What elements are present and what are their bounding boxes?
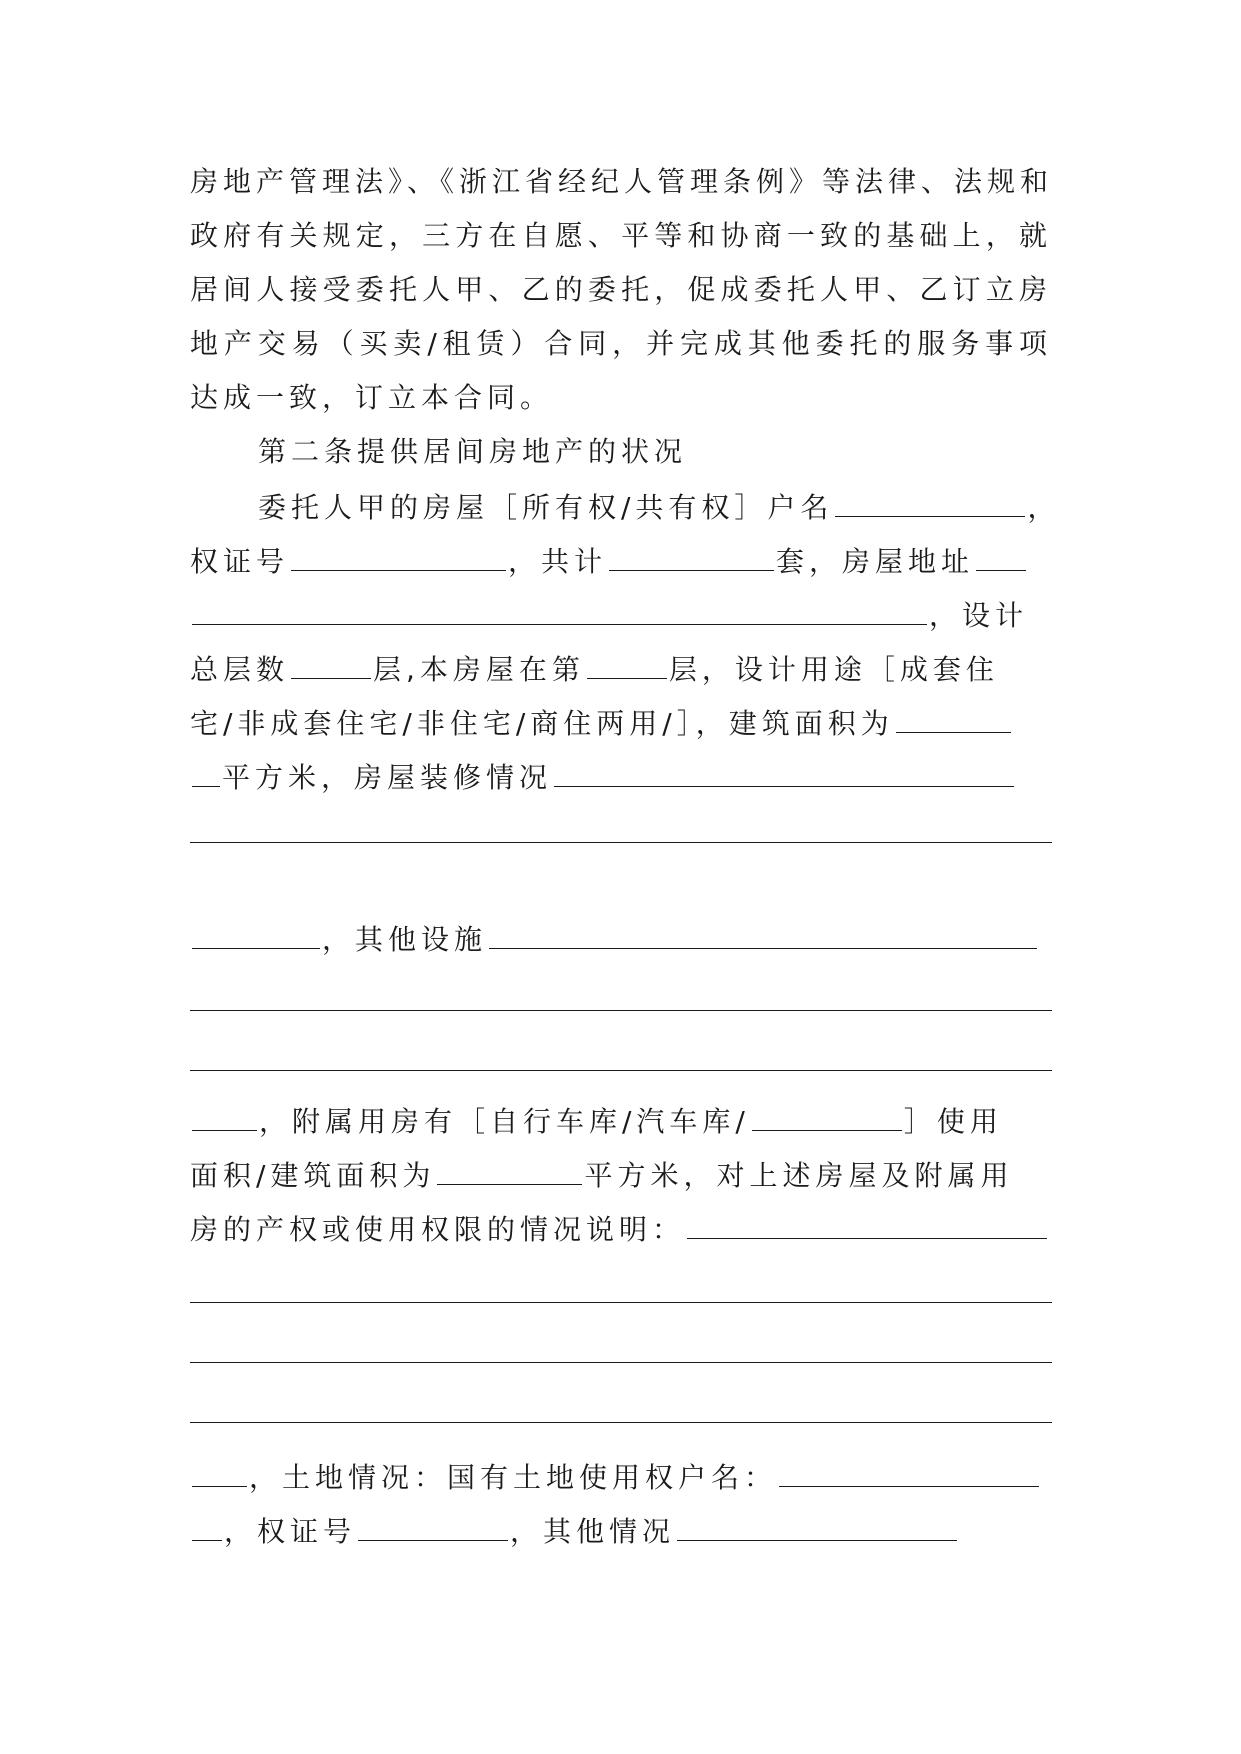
floor-number-label: 层,本房屋在第 [373, 653, 585, 686]
decoration-line [190, 756, 1052, 796]
blank-line[interactable] [190, 1362, 1052, 1363]
land-info-line [190, 1456, 1052, 1496]
land-certificate-blank[interactable] [358, 1510, 508, 1541]
facilities-blank[interactable] [489, 918, 1037, 949]
owner-name-label: 委托人甲的房屋［所有权/共有权］户名 [258, 491, 834, 524]
land-info-label: ，土地情况：国有土地使用权户名： [249, 1461, 778, 1494]
certificate-line [190, 540, 1052, 580]
rights-description-line [190, 1208, 1052, 1248]
owner-name-line [258, 486, 1120, 526]
auxiliary-room-line [190, 1100, 1052, 1140]
body-text-line: 地产交易（买卖/租赁）合同，并完成其他委托的服务事项 [190, 327, 1052, 360]
decoration-blank-continued[interactable] [192, 918, 320, 949]
total-count-label: ，共计 [508, 545, 608, 578]
owner-name-blank[interactable] [835, 486, 1025, 517]
usage-area-label: ］使用 [903, 1105, 1003, 1138]
building-area-blank[interactable] [896, 702, 1011, 733]
facilities-line [190, 918, 1052, 958]
auxiliary-area-line [190, 1154, 1052, 1194]
decoration-blank[interactable] [554, 756, 1014, 787]
usage-label: 层，设计用途［成套住 [668, 653, 999, 686]
other-conditions-label: ，其他情况 [510, 1515, 676, 1548]
certificate-number-blank[interactable] [291, 540, 506, 571]
rights-description-blank-continued[interactable] [192, 1456, 247, 1487]
land-certificate-label: ，权证号 [224, 1515, 357, 1548]
body-text-line: 达成一致，订立本合同。 [190, 381, 554, 414]
land-owner-name-blank[interactable] [779, 1456, 1039, 1487]
auxiliary-room-other-blank[interactable] [752, 1100, 902, 1131]
total-floors-blank[interactable] [291, 648, 371, 679]
certificate-label: 权证号 [190, 545, 290, 578]
body-text-line: 房地产管理法》、《浙江省经纪人管理条例》等法律、法规和 [190, 165, 1054, 198]
address-blank-continued[interactable] [192, 594, 927, 625]
floor-number-blank[interactable] [587, 648, 667, 679]
total-floors-label: 总层数 [190, 653, 290, 686]
building-area-blank-continued[interactable] [192, 756, 220, 787]
unit-count-blank[interactable] [609, 540, 774, 571]
body-text-line: 政府有关规定，三方在自愿、平等和协商一致的基础上，就 [190, 219, 1052, 252]
land-certificate-line [190, 1510, 1052, 1550]
rights-description-blank[interactable] [687, 1208, 1047, 1239]
rights-description-label: 房的产权或使用权限的情况说明： [190, 1213, 686, 1246]
punctuation: ， [1027, 491, 1061, 524]
usage-area-line [190, 702, 1052, 742]
land-owner-name-blank-continued[interactable] [192, 1510, 222, 1541]
facilities-label: ，其他设施 [322, 923, 488, 956]
body-text-line: 居间人接受委托人甲、乙的委托，促成委托人甲、乙订立房 [190, 273, 1052, 306]
auxiliary-area-blank[interactable] [437, 1154, 582, 1185]
address-blank[interactable] [976, 540, 1026, 571]
address-continuation-line [190, 594, 1052, 634]
auxiliary-room-label: ，附属用房有［自行车库/汽车库/ [259, 1105, 750, 1138]
address-label: 套，房屋地址 [776, 545, 975, 578]
facilities-blank-continued[interactable] [192, 1100, 257, 1131]
decoration-label: 平方米，房屋装修情况 [222, 761, 553, 794]
other-conditions-blank[interactable] [677, 1510, 957, 1541]
blank-line[interactable] [190, 1422, 1052, 1423]
area-type-label: 面积/建筑面积为 [190, 1159, 436, 1192]
floors-line [190, 648, 1052, 688]
design-label: ，设计 [929, 599, 1029, 632]
blank-line[interactable] [190, 842, 1052, 843]
blank-line[interactable] [190, 1070, 1052, 1071]
blank-line[interactable] [190, 1010, 1052, 1011]
blank-line[interactable] [190, 1302, 1052, 1303]
square-meters-label: 平方米，对上述房屋及附属用 [584, 1159, 1014, 1192]
usage-options-text: 宅/非成套住宅/非住宅/商住两用/］，建筑面积为 [190, 707, 894, 740]
section-heading: 第二条提供居间房地产的状况 [258, 435, 688, 468]
